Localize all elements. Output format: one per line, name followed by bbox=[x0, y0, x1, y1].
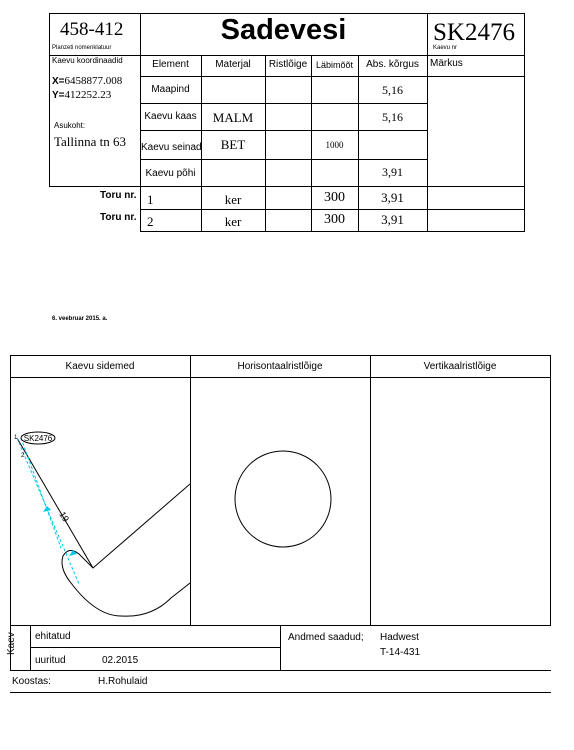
surveyed-value: 02.2015 bbox=[102, 655, 139, 666]
well-number: SK2476 bbox=[433, 19, 515, 46]
pipe-1-label: Toru nr. bbox=[100, 190, 137, 201]
data-from-label: Andmed saadud; bbox=[288, 632, 364, 643]
author-label: Koostas: bbox=[12, 676, 51, 687]
nomenclature-number: 458-412 bbox=[60, 19, 124, 40]
header-diameter: Läbimõõt bbox=[315, 60, 354, 70]
location-value: Tallinna tn 63 bbox=[54, 134, 127, 149]
pipe-1-height: 3,91 bbox=[381, 190, 404, 205]
horizontal-section-drawing bbox=[191, 378, 370, 625]
y-label: Y= bbox=[52, 90, 65, 101]
pipe-2-height: 3,91 bbox=[381, 212, 404, 227]
x-label: X= bbox=[52, 76, 65, 87]
pipe-1-material: ker bbox=[224, 192, 242, 207]
row-bottom-element: Kaevu põhi bbox=[145, 168, 196, 179]
row-bottom-height: 3,91 bbox=[382, 165, 403, 179]
location-label: Asukoht: bbox=[54, 121, 86, 130]
document-date: 6. veebruar 2015. a. bbox=[52, 316, 108, 322]
pipe-1-no: 1 bbox=[14, 435, 18, 441]
y-coordinate bbox=[52, 85, 111, 103]
distance-label: 19 bbox=[57, 509, 72, 524]
pipe-2-number: 2 bbox=[147, 214, 154, 229]
header-abs-height: Abs. kõrgus bbox=[366, 59, 419, 70]
pipe-1-number: 1 bbox=[147, 192, 154, 207]
row-walls-diameter: 1000 bbox=[325, 140, 344, 150]
built-label: ehitatud bbox=[35, 631, 71, 642]
row-ground-height: 5,16 bbox=[382, 83, 403, 97]
row-walls-material: BET bbox=[220, 137, 246, 152]
panel-title-vertical: Vertikaalristlõige bbox=[423, 361, 497, 372]
author-value: H.Rohulaid bbox=[98, 676, 148, 687]
nomenclature-label: Planzeti nomenklatuur bbox=[52, 45, 112, 51]
x-value: 6458877.008 bbox=[64, 75, 123, 87]
coords-label: Kaevu koordinaadid bbox=[52, 56, 123, 65]
y-value: 412252.23 bbox=[64, 89, 112, 101]
pipe-line-offset bbox=[21, 438, 61, 548]
row-lid-material: MALM bbox=[212, 110, 254, 125]
data-from-value: Hadwest bbox=[380, 632, 419, 643]
header-element: Element bbox=[152, 59, 189, 70]
well-tag-label: SK2476 bbox=[23, 434, 53, 443]
well-links-sketch bbox=[11, 378, 190, 625]
well-circle bbox=[235, 451, 331, 547]
pipe-2-diameter: 300 bbox=[324, 212, 345, 227]
data-reference: T-14-431 bbox=[380, 647, 421, 658]
panel-title-horizontal: Horisontaalristlõige bbox=[237, 361, 323, 372]
row-lid-element: Kaevu kaas bbox=[144, 111, 197, 122]
row-lid-height: 5,16 bbox=[382, 110, 403, 124]
pipe-arrow-icon bbox=[43, 506, 51, 512]
road-outline bbox=[62, 484, 190, 616]
side-label: Kaev bbox=[6, 632, 17, 655]
panel-title-links: Kaevu sidemed bbox=[65, 361, 135, 372]
well-number-label: Kaevu nr bbox=[433, 45, 458, 51]
header-cross-section: Ristlõige bbox=[268, 59, 308, 70]
row-ground-element: Maapind bbox=[151, 84, 190, 95]
header-material: Materjal bbox=[215, 59, 251, 70]
page-title: Sadevesi bbox=[220, 14, 347, 46]
pipe-2-label: Toru nr. bbox=[100, 212, 137, 223]
surveyed-label: uuritud bbox=[35, 655, 66, 666]
row-walls-element: Kaevu seinad bbox=[141, 142, 202, 153]
header-remarks: Märkus bbox=[430, 58, 463, 69]
pipe-2-material: ker bbox=[224, 214, 242, 229]
pipe-2-no: 2 bbox=[21, 453, 25, 459]
pipe-1-diameter: 300 bbox=[324, 190, 345, 205]
